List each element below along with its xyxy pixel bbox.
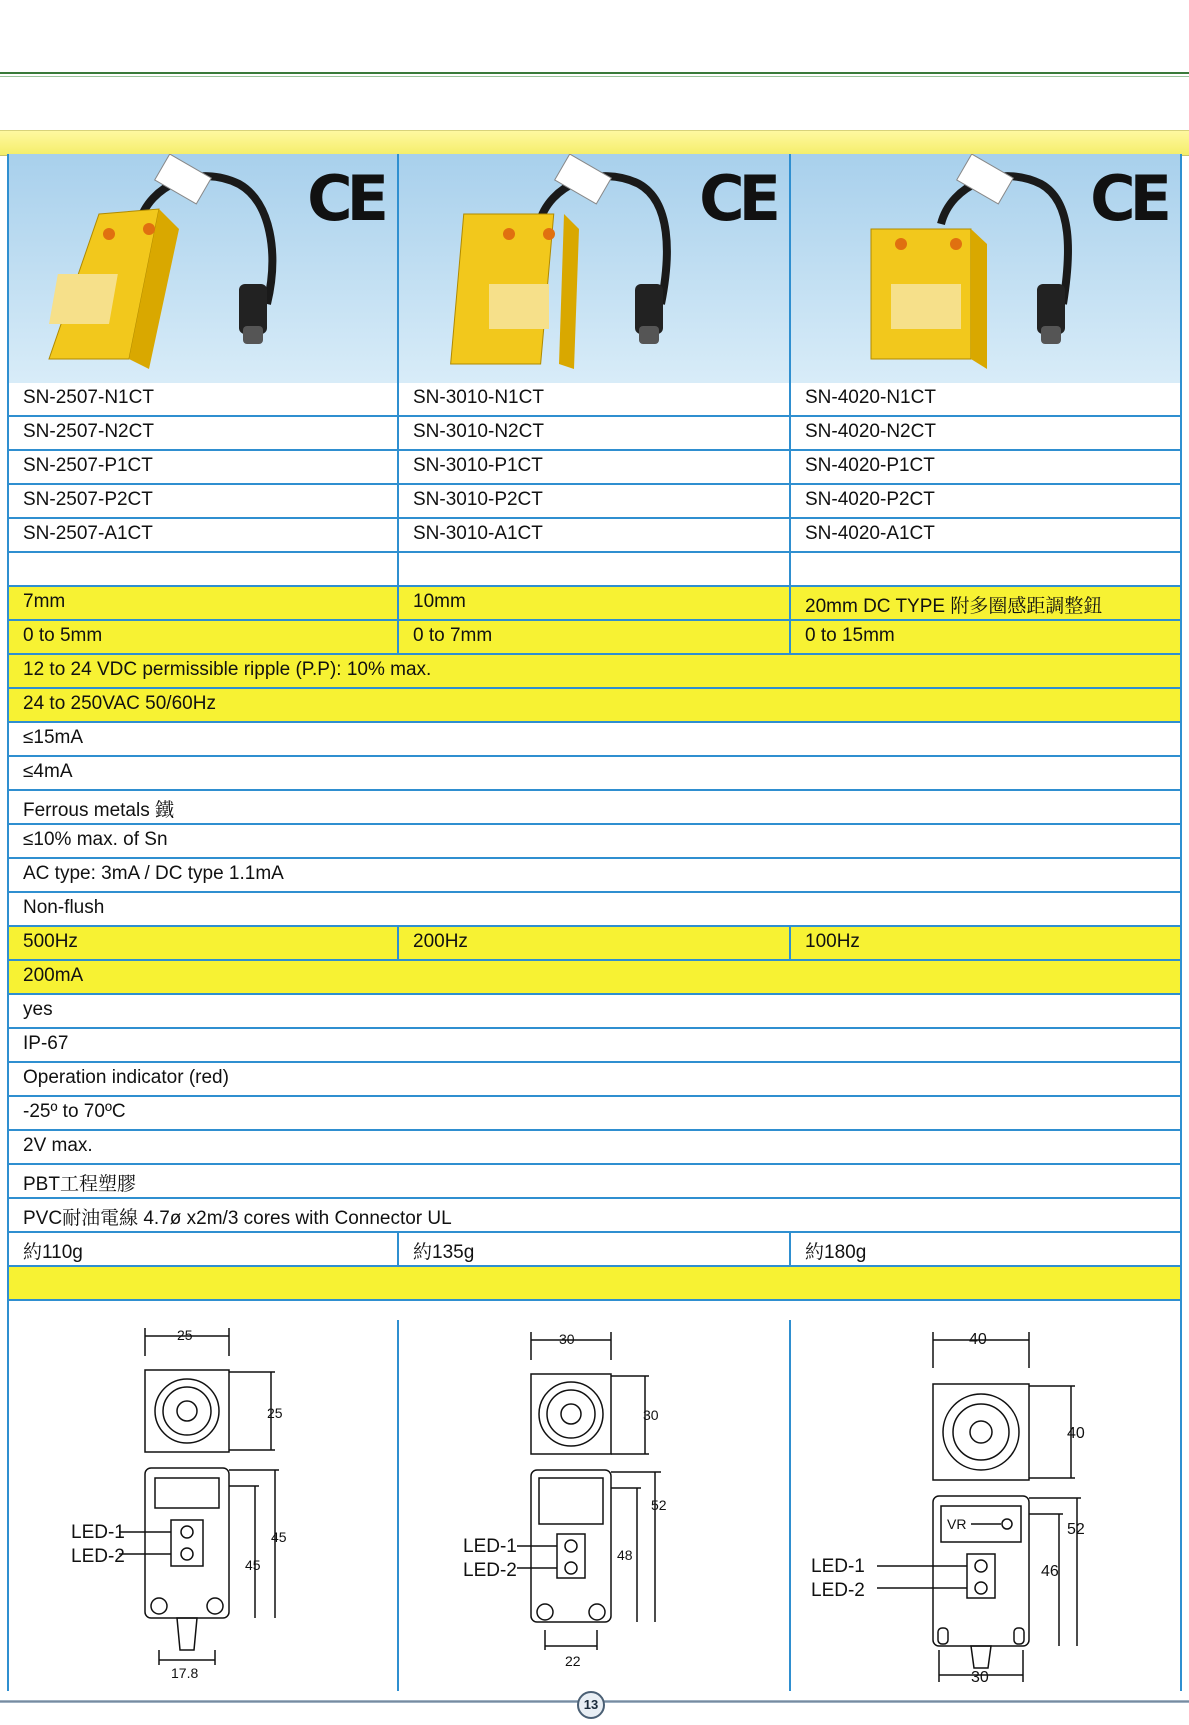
page-footer bbox=[0, 1691, 1189, 1711]
model-cell: SN-3010-N2CT bbox=[399, 417, 791, 449]
dim-width: 25 bbox=[177, 1327, 193, 1343]
led1-label: LED-1 bbox=[463, 1536, 517, 1557]
model-cell: SN-2507-P2CT bbox=[9, 485, 399, 517]
blank-cell bbox=[9, 553, 399, 585]
model-cell: SN-3010-P2CT bbox=[399, 485, 791, 517]
temperature-cell: -25º to 70ºC bbox=[23, 1101, 126, 1122]
sensing-distance-row bbox=[9, 587, 1180, 621]
model-row bbox=[9, 383, 1180, 417]
blank-cell bbox=[791, 553, 1180, 585]
indicator-cell: Operation indicator (red) bbox=[23, 1067, 229, 1088]
current-dc-row bbox=[9, 723, 1180, 757]
hysteresis-row bbox=[9, 825, 1180, 859]
ac-supply-cell: 24 to 250VAC 50/60Hz bbox=[23, 693, 216, 714]
dim-height: 25 bbox=[267, 1405, 283, 1421]
dim-body-2: 48 bbox=[617, 1547, 633, 1563]
frequency-row bbox=[9, 927, 1180, 961]
cable-cell: PVC耐油電線 4.7ø x2m/3 cores with Connector UL bbox=[23, 1208, 452, 1229]
hysteresis-cell: ≤10% max. of Sn bbox=[23, 829, 168, 850]
sensing-distance-cell: 7mm bbox=[9, 587, 399, 619]
page-number: 13 bbox=[577, 1691, 605, 1719]
dim-body-2: 45 bbox=[245, 1557, 261, 1573]
voltage-drop-cell: 2V max. bbox=[23, 1135, 93, 1156]
product-photo-3010 bbox=[399, 154, 791, 383]
weight-cell: 約180g bbox=[805, 1242, 867, 1263]
model-cell: SN-4020-P1CT bbox=[805, 455, 935, 476]
product-photo-4020 bbox=[791, 154, 1180, 383]
led2-label: LED-2 bbox=[463, 1560, 517, 1581]
protection-cell: yes bbox=[23, 999, 53, 1020]
dc-supply-cell: 12 to 24 VDC permissible ripple (P.P): 10% max. bbox=[23, 659, 432, 680]
model-row bbox=[9, 417, 1180, 451]
protection-row bbox=[9, 995, 1180, 1029]
blank-row bbox=[9, 553, 1180, 587]
drawing-2507 bbox=[9, 1320, 399, 1691]
weight-row bbox=[9, 1233, 1180, 1267]
dim-body: 52 bbox=[1067, 1521, 1085, 1538]
ac-supply-row bbox=[9, 689, 1180, 723]
housing-cell: PBT工程塑膠 bbox=[23, 1174, 136, 1195]
weight-cell: 約110g bbox=[9, 1233, 399, 1265]
product-photos bbox=[9, 154, 1180, 383]
model-cell: SN-3010-N1CT bbox=[399, 383, 791, 415]
led1-label: LED-1 bbox=[811, 1556, 865, 1577]
leakage-row bbox=[9, 859, 1180, 893]
blank-cell bbox=[9, 1267, 1180, 1299]
model-row bbox=[9, 519, 1180, 553]
blank-yellow-row bbox=[9, 1267, 1180, 1301]
dim-body: 52 bbox=[651, 1497, 667, 1513]
cable-row bbox=[9, 1199, 1180, 1233]
weight-cell: 約135g bbox=[399, 1233, 791, 1265]
model-cell: SN-3010-A1CT bbox=[399, 519, 791, 551]
dim-body-2: 46 bbox=[1041, 1563, 1059, 1580]
dim-bottom: 22 bbox=[565, 1653, 581, 1669]
model-cell: SN-4020-P2CT bbox=[805, 489, 935, 510]
model-cell: SN-4020-N2CT bbox=[805, 421, 936, 442]
led1-label: LED-1 bbox=[71, 1522, 125, 1543]
blank-cell bbox=[399, 553, 791, 585]
dimension-drawings bbox=[9, 1320, 1180, 1691]
frequency-cell: 200Hz bbox=[399, 927, 791, 959]
setting-distance-cell: 0 to 15mm bbox=[805, 625, 895, 646]
vr-label: VR bbox=[947, 1516, 967, 1532]
header-rule bbox=[0, 72, 1189, 74]
dc-supply-row bbox=[9, 655, 1180, 689]
target-cell: Ferrous metals 鐵 bbox=[23, 800, 174, 821]
dim-bottom: 17.8 bbox=[171, 1665, 199, 1681]
ce-mark: CE bbox=[1090, 162, 1166, 235]
drawing-4020 bbox=[791, 1320, 1180, 1691]
led2-label: LED-2 bbox=[811, 1580, 865, 1601]
dim-bottom: 30 bbox=[971, 1669, 989, 1686]
dim-width: 40 bbox=[969, 1331, 987, 1348]
dim-width: 30 bbox=[559, 1331, 575, 1347]
model-cell: SN-3010-P1CT bbox=[399, 451, 791, 483]
dim-height: 30 bbox=[643, 1407, 659, 1423]
led2-label: LED-2 bbox=[71, 1546, 125, 1567]
drawing-3010 bbox=[399, 1320, 791, 1691]
sensing-distance-cell: 10mm bbox=[399, 587, 791, 619]
spec-rows bbox=[9, 383, 1180, 1301]
sensing-distance-cell: 20mm DC TYPE 附多圈感距調整鈕 bbox=[805, 596, 1103, 617]
header-rule-thin bbox=[0, 76, 1189, 77]
model-cell: SN-2507-N2CT bbox=[9, 417, 399, 449]
voltage-drop-row bbox=[9, 1131, 1180, 1165]
ip-cell: IP-67 bbox=[23, 1033, 69, 1054]
frequency-cell: 500Hz bbox=[9, 927, 399, 959]
model-cell: SN-2507-P1CT bbox=[9, 451, 399, 483]
ce-mark: CE bbox=[699, 162, 775, 235]
dim-body: 45 bbox=[271, 1529, 287, 1545]
model-cell: SN-2507-N1CT bbox=[9, 383, 399, 415]
target-row bbox=[9, 791, 1180, 825]
current-ac-row bbox=[9, 757, 1180, 791]
ip-row bbox=[9, 1029, 1180, 1063]
product-photo-2507 bbox=[9, 154, 399, 383]
setting-distance-cell: 0 to 5mm bbox=[9, 621, 399, 653]
model-row bbox=[9, 485, 1180, 519]
leakage-cell: AC type: 3mA / DC type 1.1mA bbox=[23, 863, 284, 884]
mounting-cell: Non-flush bbox=[23, 897, 105, 918]
current-ac-cell: ≤4mA bbox=[23, 761, 73, 782]
current-dc-cell: ≤15mA bbox=[23, 727, 84, 748]
mounting-row bbox=[9, 893, 1180, 927]
header-band bbox=[0, 130, 1189, 156]
indicator-row bbox=[9, 1063, 1180, 1097]
model-cell: SN-2507-A1CT bbox=[9, 519, 399, 551]
temperature-row bbox=[9, 1097, 1180, 1131]
load-current-row bbox=[9, 961, 1180, 995]
dim-height: 40 bbox=[1067, 1425, 1085, 1442]
model-cell: SN-4020-N1CT bbox=[805, 387, 936, 408]
model-cell: SN-4020-A1CT bbox=[805, 523, 935, 544]
load-current-cell: 200mA bbox=[23, 965, 84, 986]
setting-distance-row bbox=[9, 621, 1180, 655]
model-row bbox=[9, 451, 1180, 485]
housing-row bbox=[9, 1165, 1180, 1199]
ce-mark: CE bbox=[307, 162, 383, 235]
setting-distance-cell: 0 to 7mm bbox=[399, 621, 791, 653]
frequency-cell: 100Hz bbox=[805, 931, 860, 952]
